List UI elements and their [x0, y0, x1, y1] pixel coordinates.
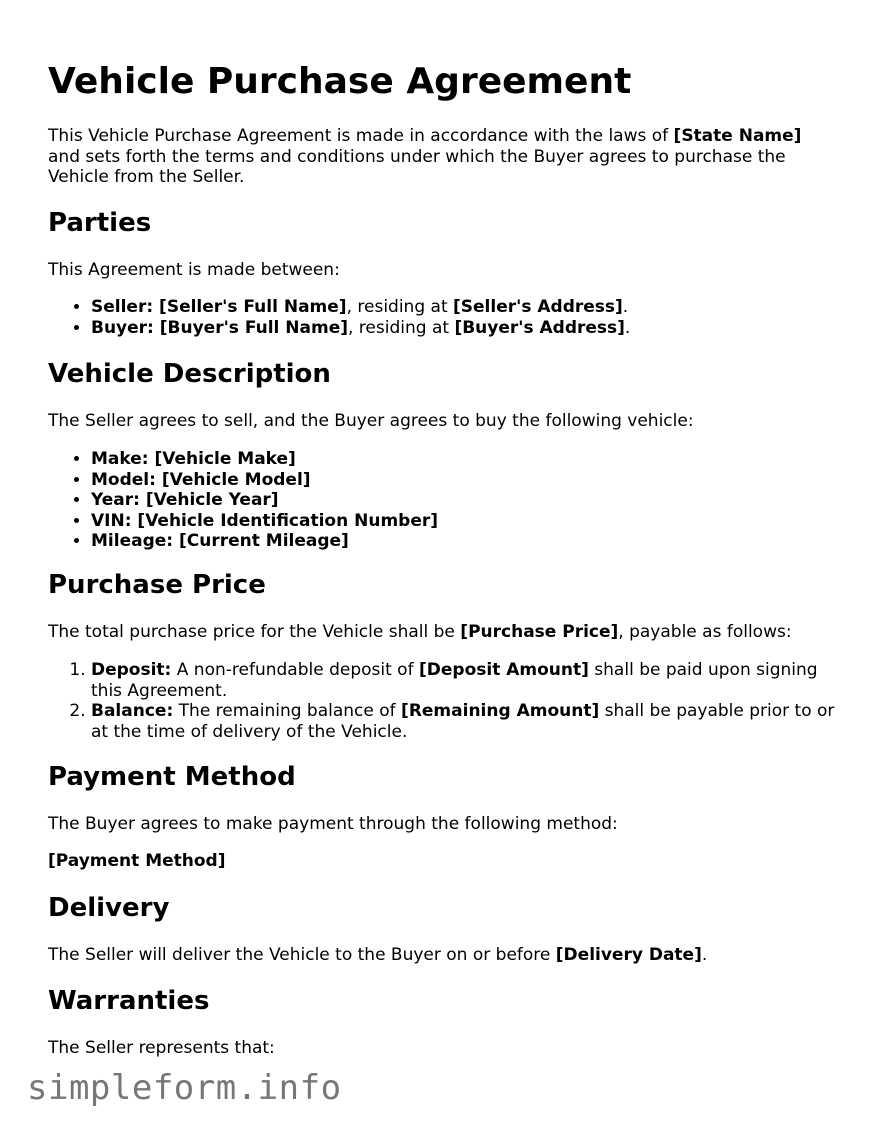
vehicle-year: Year: [Vehicle Year]: [91, 490, 279, 510]
intro-paragraph: [48, 126, 838, 188]
buyer-item: [91, 318, 838, 339]
vehicle-make-item: [91, 449, 838, 470]
intro-text-2: and sets forth the terms and conditions under which the Buyer agrees to purchase the Vehicle from the Seller.: [48, 146, 786, 187]
balance-text-2: shall be payable prior to or at the time of delivery of the Vehicle.: [91, 701, 835, 742]
balance-item: [91, 701, 838, 742]
payment-method: [48, 851, 838, 872]
watermark: simpleform.info: [27, 1068, 342, 1108]
vehicle-text: The Seller agrees to sell, and the Buyer agrees to buy the following vehicle:: [48, 411, 694, 431]
parties-list: [48, 297, 838, 338]
parties-heading: Parties: [48, 208, 152, 238]
payment-text: The Buyer agrees to make payment through the following method:: [48, 814, 618, 834]
intro-text-1: This Vehicle Purchase Agreement is made in accordance with the laws of: [48, 126, 674, 146]
seller-label: Seller: [Seller's Full Name]: [91, 297, 347, 317]
delivery-text-2: .: [701, 945, 708, 965]
buyer-mid: , residing at: [348, 317, 455, 338]
document-title: Vehicle Purchase Agreement: [48, 61, 632, 102]
warranties-heading: Warranties: [48, 986, 210, 1016]
parties-text: This Agreement is made between:: [48, 260, 340, 280]
vehicle-model: Model: [Vehicle Model]: [91, 469, 311, 490]
seller-address: [Seller's Address]: [453, 297, 623, 317]
seller-mid: , residing at: [346, 297, 454, 317]
buyer-label: Buyer: [Buyer's Full Name]: [91, 317, 348, 338]
vehicle-make: Make: [Vehicle Make]: [91, 449, 296, 469]
price-text: [48, 622, 838, 643]
deposit-amount: [Deposit Amount]: [418, 660, 589, 680]
price-heading: Purchase Price: [48, 570, 266, 600]
balance-label: Balance:: [91, 701, 174, 721]
purchase-price: [Purchase Price]: [460, 622, 619, 642]
seller-end: .: [622, 297, 629, 317]
payment-heading: Payment Method: [48, 762, 296, 792]
seller-item: [91, 297, 838, 318]
vehicle-vin: VIN: [Vehicle Identification Number]: [91, 510, 439, 531]
deposit-text-1: A non-refundable deposit of: [171, 660, 419, 680]
price-text-2: , payable as follows:: [618, 622, 792, 642]
payment-method-placeholder: [Payment Method]: [48, 851, 226, 871]
deposit-label: Deposit:: [91, 660, 172, 680]
delivery-date: [Delivery Date]: [555, 945, 702, 965]
vehicle-vin-item: [91, 511, 838, 532]
deposit-text-2: shall be paid upon signing this Agreement.: [91, 660, 818, 701]
vehicle-model-item: [91, 470, 838, 491]
warranties-text: The Seller represents that:: [48, 1038, 275, 1058]
vehicle-list: [48, 449, 838, 552]
buyer-end: .: [624, 317, 631, 338]
balance-text-1: The remaining balance of: [173, 701, 402, 721]
vehicle-heading: Vehicle Description: [48, 359, 331, 389]
price-text-1: The total purchase price for the Vehicle shall be: [48, 622, 461, 642]
vehicle-year-item: [91, 490, 838, 511]
vehicle-mileage-item: [91, 531, 838, 552]
buyer-address: [Buyer's Address]: [454, 317, 625, 338]
delivery-heading: Delivery: [48, 893, 170, 923]
delivery-text: [48, 945, 838, 966]
state-name-placeholder: [State Name]: [673, 126, 802, 146]
remaining-amount: [Remaining Amount]: [401, 701, 600, 721]
vehicle-mileage: Mileage: [Current Mileage]: [91, 531, 349, 551]
price-list: [48, 660, 838, 742]
delivery-text-1: The Seller will deliver the Vehicle to the Buyer on or before: [48, 945, 556, 965]
deposit-item: [91, 660, 838, 701]
